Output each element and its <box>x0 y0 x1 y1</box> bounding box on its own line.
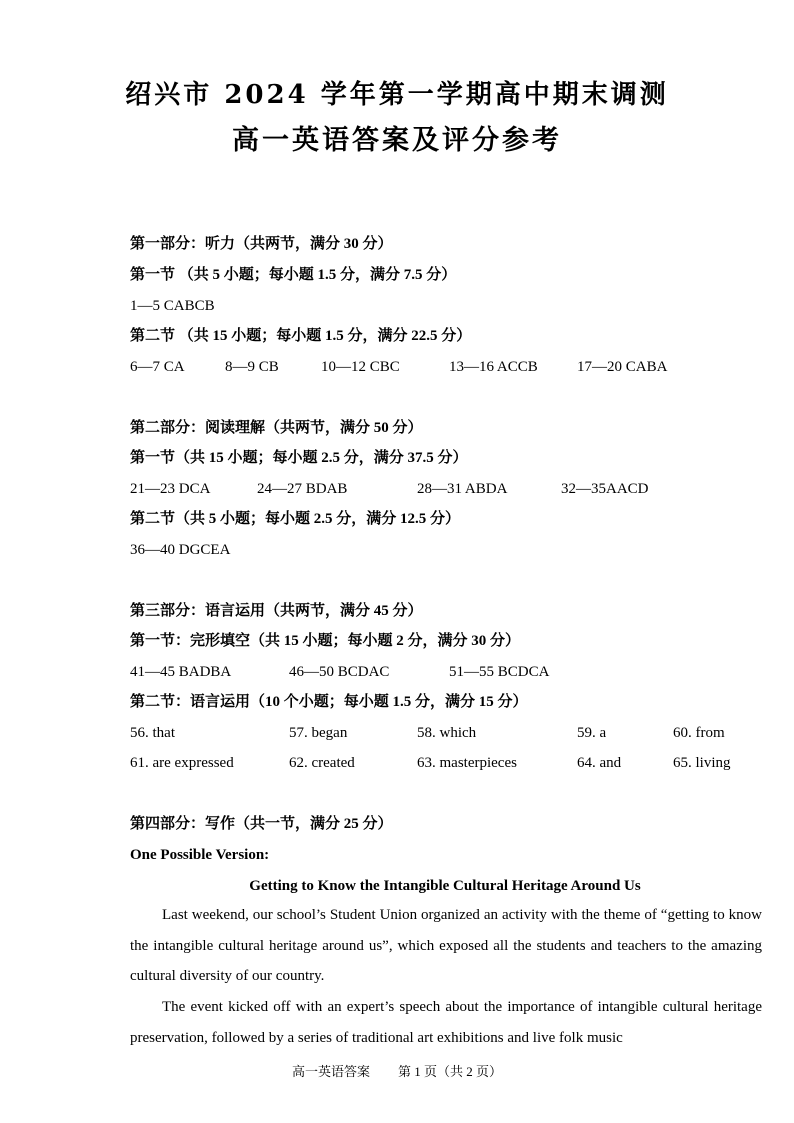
part4-heading: 第四部分：写作（共一节，满分 25 分） <box>130 816 393 832</box>
answer-group: 46—50 BCDAC <box>289 664 390 680</box>
essay-paragraph: Last weekend, our school’s Student Union organized an activity with the theme of “getting to know the intangible cultural heritage around us”, which exposed all the students and teachers to the amazing cultural diversity of our country. <box>130 907 762 984</box>
footer-doc-name: 高一英语答案 <box>291 1064 370 1079</box>
answer-group: 17—20 CABA <box>577 359 668 375</box>
part3-section1-heading: 第一节：完形填空（共 15 小题；每小题 2 分，满分 30 分） <box>130 633 521 649</box>
answer-group: 36—40 DGCEA <box>130 542 231 558</box>
fill-answer: 56. that <box>130 725 175 741</box>
version-label: One Possible Version: <box>130 847 270 863</box>
answer-key-title: 高一英语答案及评分参考 <box>232 125 562 156</box>
fill-answer: 65. living <box>673 755 731 771</box>
part2-section2-heading: 第二节（共 5 小题；每小题 2.5 分，满分 12.5 分） <box>130 511 461 527</box>
part1-heading: 第一部分：听力（共两节，满分 30 分） <box>130 236 393 252</box>
answer-group: 1—5 CABCB <box>130 298 215 314</box>
part2-heading: 第二部分：阅读理解（共两节，满分 50 分） <box>130 420 423 436</box>
fill-answer: 58. which <box>417 725 477 741</box>
essay-title: Getting to Know the Intangible Cultural Heritage Around Us <box>249 878 641 894</box>
answer-group: 6—7 CA <box>130 359 185 375</box>
exam-title: 绍兴市 2024 学年第一学期高中期末调测 <box>125 80 669 110</box>
fill-answer: 57. began <box>289 725 348 741</box>
fill-answer: 59. a <box>577 725 607 741</box>
page-footer <box>0 1061 794 1080</box>
fill-answer: 64. and <box>577 755 622 771</box>
footer-page-info: 第 1 页（共 2 页） <box>398 1064 503 1079</box>
part2-section1-heading: 第一节（共 15 小题；每小题 2.5 分，满分 37.5 分） <box>130 450 468 466</box>
answer-group: 8—9 CB <box>225 359 279 375</box>
part1-section1-heading: 第一节 （共 5 小题；每小题 1.5 分，满分 7.5 分） <box>130 267 457 283</box>
answer-group: 51—55 BCDCA <box>449 664 550 680</box>
answer-group: 10—12 CBC <box>321 359 400 375</box>
essay-paragraph: The event kicked off with an expert’s speech about the importance of intangible cultural heritage preservation, followed by a series of traditional art exhibitions and live folk music <box>130 999 762 1046</box>
answer-group: 28—31 ABDA <box>417 481 508 497</box>
answer-group: 41—45 BADBA <box>130 664 232 680</box>
answer-group: 32—35AACD <box>561 481 649 497</box>
fill-answer: 62. created <box>289 755 355 771</box>
answer-group: 24—27 BDAB <box>257 481 348 497</box>
part3-section2-heading: 第二节：语言运用（10 个小题；每小题 1.5 分，满分 15 分） <box>130 694 528 710</box>
fill-answer: 61. are expressed <box>130 755 234 771</box>
part1-section2-heading: 第二节 （共 15 小题；每小题 1.5 分，满分 22.5 分） <box>130 328 472 344</box>
answer-group: 21—23 DCA <box>130 481 211 497</box>
part3-heading: 第三部分：语言运用（共两节，满分 45 分） <box>130 603 423 619</box>
fill-answer: 63. masterpieces <box>417 755 517 771</box>
fill-answer: 60. from <box>673 725 725 741</box>
answer-group: 13—16 ACCB <box>449 359 538 375</box>
